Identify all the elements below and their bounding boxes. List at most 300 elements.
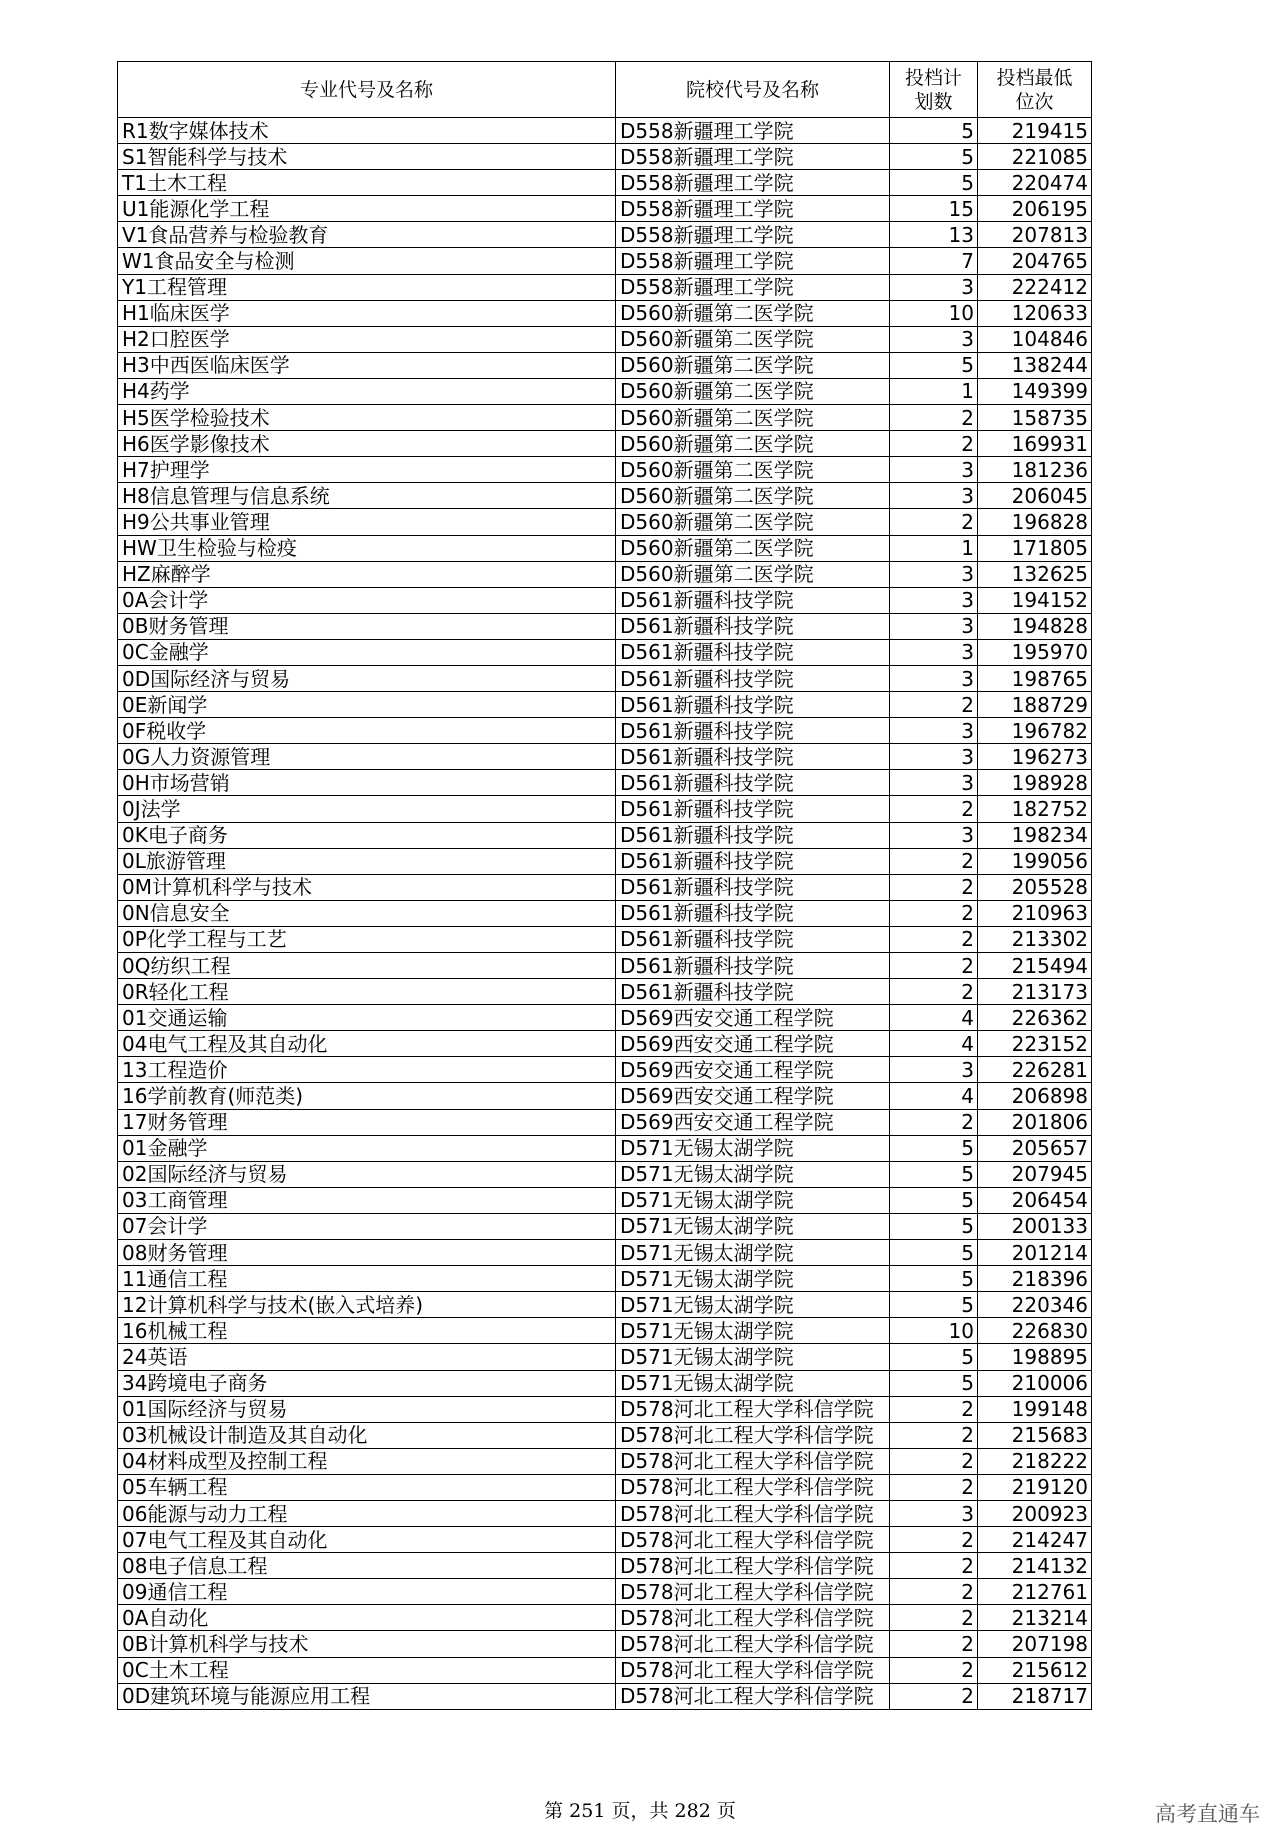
cell-school: D571无锡太湖学院 xyxy=(616,1187,890,1213)
table-row xyxy=(118,1500,1092,1526)
cell-rank: 199056 xyxy=(978,848,1092,874)
cell-school: D571无锡太湖学院 xyxy=(616,1370,890,1396)
cell-plan: 3 xyxy=(890,483,978,509)
table-row xyxy=(118,639,1092,665)
cell-rank: 213302 xyxy=(978,926,1092,952)
cell-rank: 104846 xyxy=(978,326,1092,352)
cell-plan: 3 xyxy=(890,665,978,691)
cell-rank: 213214 xyxy=(978,1605,1092,1631)
cell-school: D560新疆第二医学院 xyxy=(616,535,890,561)
cell-plan: 5 xyxy=(890,1213,978,1239)
cell-plan: 3 xyxy=(890,770,978,796)
cell-major: 02国际经济与贸易 xyxy=(118,1161,616,1187)
cell-major: 03机械设计制造及其自动化 xyxy=(118,1422,616,1448)
table-row xyxy=(118,170,1092,196)
cell-school: D569西安交通工程学院 xyxy=(616,1083,890,1109)
table-row xyxy=(118,1396,1092,1422)
table-row xyxy=(118,457,1092,483)
cell-major: 08电子信息工程 xyxy=(118,1553,616,1579)
cell-major: H6医学影像技术 xyxy=(118,431,616,457)
cell-major: 0G人力资源管理 xyxy=(118,744,616,770)
cell-school: D561新疆科技学院 xyxy=(616,613,890,639)
table-row xyxy=(118,196,1092,222)
cell-plan: 13 xyxy=(890,222,978,248)
cell-plan: 5 xyxy=(890,1135,978,1161)
cell-rank: 205657 xyxy=(978,1135,1092,1161)
cell-plan: 3 xyxy=(890,561,978,587)
cell-school: D578河北工程大学科信学院 xyxy=(616,1657,890,1683)
cell-plan: 2 xyxy=(890,1527,978,1553)
table-row xyxy=(118,926,1092,952)
table-row xyxy=(118,1605,1092,1631)
cell-school: D571无锡太湖学院 xyxy=(616,1135,890,1161)
table-row xyxy=(118,613,1092,639)
cell-rank: 204765 xyxy=(978,248,1092,274)
cell-rank: 196782 xyxy=(978,718,1092,744)
table-body xyxy=(118,118,1092,1710)
table-row xyxy=(118,979,1092,1005)
cell-major: 03工商管理 xyxy=(118,1187,616,1213)
cell-rank: 213173 xyxy=(978,979,1092,1005)
table-row xyxy=(118,1240,1092,1266)
cell-rank: 218396 xyxy=(978,1266,1092,1292)
cell-school: D561新疆科技学院 xyxy=(616,979,890,1005)
cell-school: D578河北工程大学科信学院 xyxy=(616,1422,890,1448)
cell-school: D561新疆科技学院 xyxy=(616,718,890,744)
cell-school: D578河北工程大学科信学院 xyxy=(616,1474,890,1500)
cell-rank: 201214 xyxy=(978,1240,1092,1266)
cell-major: H7护理学 xyxy=(118,457,616,483)
table-row xyxy=(118,665,1092,691)
cell-plan: 2 xyxy=(890,1448,978,1474)
cell-plan: 2 xyxy=(890,953,978,979)
cell-plan: 4 xyxy=(890,1005,978,1031)
cell-major: 0B计算机科学与技术 xyxy=(118,1631,616,1657)
cell-plan: 2 xyxy=(890,926,978,952)
cell-plan: 2 xyxy=(890,1683,978,1709)
cell-major: V1食品营养与检验教育 xyxy=(118,222,616,248)
table-row xyxy=(118,1579,1092,1605)
cell-school: D578河北工程大学科信学院 xyxy=(616,1631,890,1657)
cell-school: D578河北工程大学科信学院 xyxy=(616,1527,890,1553)
cell-rank: 206898 xyxy=(978,1083,1092,1109)
table-row xyxy=(118,1318,1092,1344)
cell-rank: 212761 xyxy=(978,1579,1092,1605)
cell-rank: 218717 xyxy=(978,1683,1092,1709)
cell-rank: 218222 xyxy=(978,1448,1092,1474)
cell-rank: 220346 xyxy=(978,1292,1092,1318)
cell-major: 01金融学 xyxy=(118,1135,616,1161)
cell-major: HW卫生检验与检疫 xyxy=(118,535,616,561)
table-row xyxy=(118,509,1092,535)
cell-school: D561新疆科技学院 xyxy=(616,796,890,822)
cell-rank: 138244 xyxy=(978,352,1092,378)
cell-plan: 3 xyxy=(890,326,978,352)
cell-plan: 4 xyxy=(890,1083,978,1109)
cell-school: D558新疆理工学院 xyxy=(616,248,890,274)
cell-school: D561新疆科技学院 xyxy=(616,900,890,926)
cell-rank: 210963 xyxy=(978,900,1092,926)
cell-rank: 207198 xyxy=(978,1631,1092,1657)
cell-major: 0A会计学 xyxy=(118,587,616,613)
cell-major: 12计算机科学与技术(嵌入式培养) xyxy=(118,1292,616,1318)
cell-rank: 200923 xyxy=(978,1500,1092,1526)
cell-plan: 1 xyxy=(890,535,978,561)
table-row xyxy=(118,1109,1092,1135)
table-row xyxy=(118,1344,1092,1370)
cell-rank: 226362 xyxy=(978,1005,1092,1031)
cell-major: 17财务管理 xyxy=(118,1109,616,1135)
header-rank: 投档最低位次 xyxy=(978,62,1092,118)
cell-school: D560新疆第二医学院 xyxy=(616,457,890,483)
cell-rank: 158735 xyxy=(978,405,1092,431)
cell-plan: 2 xyxy=(890,874,978,900)
cell-major: H1临床医学 xyxy=(118,300,616,326)
cell-rank: 215683 xyxy=(978,1422,1092,1448)
cell-school: D561新疆科技学院 xyxy=(616,587,890,613)
table-row xyxy=(118,718,1092,744)
page-number: 第 251 页，共 282 页 xyxy=(544,1800,736,1822)
cell-rank: 171805 xyxy=(978,535,1092,561)
cell-major: 04材料成型及控制工程 xyxy=(118,1448,616,1474)
cell-school: D578河北工程大学科信学院 xyxy=(616,1553,890,1579)
table-row xyxy=(118,274,1092,300)
cell-plan: 2 xyxy=(890,431,978,457)
cell-rank: 207945 xyxy=(978,1161,1092,1187)
cell-major: 0A自动化 xyxy=(118,1605,616,1631)
cell-plan: 2 xyxy=(890,692,978,718)
cell-rank: 198234 xyxy=(978,822,1092,848)
cell-plan: 2 xyxy=(890,509,978,535)
table-row xyxy=(118,874,1092,900)
cell-plan: 5 xyxy=(890,352,978,378)
cell-rank: 206195 xyxy=(978,196,1092,222)
cell-school: D561新疆科技学院 xyxy=(616,848,890,874)
cell-major: Y1工程管理 xyxy=(118,274,616,300)
cell-plan: 2 xyxy=(890,796,978,822)
cell-major: 0J法学 xyxy=(118,796,616,822)
cell-major: 0R轻化工程 xyxy=(118,979,616,1005)
cell-plan: 2 xyxy=(890,1422,978,1448)
cell-major: W1食品安全与检测 xyxy=(118,248,616,274)
cell-rank: 223152 xyxy=(978,1031,1092,1057)
table-row xyxy=(118,692,1092,718)
cell-school: D560新疆第二医学院 xyxy=(616,483,890,509)
admission-table xyxy=(117,61,1092,1710)
cell-school: D569西安交通工程学院 xyxy=(616,1057,890,1083)
cell-school: D578河北工程大学科信学院 xyxy=(616,1579,890,1605)
cell-rank: 198928 xyxy=(978,770,1092,796)
cell-rank: 200133 xyxy=(978,1213,1092,1239)
cell-school: D558新疆理工学院 xyxy=(616,144,890,170)
table-row xyxy=(118,378,1092,404)
table-row xyxy=(118,1213,1092,1239)
cell-plan: 5 xyxy=(890,170,978,196)
cell-major: H2口腔医学 xyxy=(118,326,616,352)
cell-plan: 4 xyxy=(890,1031,978,1057)
cell-plan: 15 xyxy=(890,196,978,222)
cell-major: HZ麻醉学 xyxy=(118,561,616,587)
cell-school: D561新疆科技学院 xyxy=(616,822,890,848)
cell-plan: 5 xyxy=(890,1240,978,1266)
cell-school: D561新疆科技学院 xyxy=(616,692,890,718)
table-row xyxy=(118,900,1092,926)
table-row xyxy=(118,144,1092,170)
table-row xyxy=(118,405,1092,431)
cell-rank: 169931 xyxy=(978,431,1092,457)
cell-plan: 5 xyxy=(890,1187,978,1213)
cell-rank: 120633 xyxy=(978,300,1092,326)
cell-rank: 194152 xyxy=(978,587,1092,613)
cell-school: D571无锡太湖学院 xyxy=(616,1266,890,1292)
cell-rank: 215612 xyxy=(978,1657,1092,1683)
cell-rank: 226281 xyxy=(978,1057,1092,1083)
cell-school: D578河北工程大学科信学院 xyxy=(616,1448,890,1474)
table-row xyxy=(118,848,1092,874)
table-row xyxy=(118,1370,1092,1396)
cell-major: 16机械工程 xyxy=(118,1318,616,1344)
cell-rank: 221085 xyxy=(978,144,1092,170)
cell-plan: 2 xyxy=(890,1474,978,1500)
cell-major: 0K电子商务 xyxy=(118,822,616,848)
cell-major: 06能源与动力工程 xyxy=(118,1500,616,1526)
cell-rank: 132625 xyxy=(978,561,1092,587)
cell-major: 0D国际经济与贸易 xyxy=(118,665,616,691)
cell-plan: 2 xyxy=(890,1553,978,1579)
cell-rank: 181236 xyxy=(978,457,1092,483)
cell-major: 01国际经济与贸易 xyxy=(118,1396,616,1422)
cell-plan: 3 xyxy=(890,744,978,770)
cell-major: 13工程造价 xyxy=(118,1057,616,1083)
cell-rank: 207813 xyxy=(978,222,1092,248)
cell-plan: 3 xyxy=(890,718,978,744)
cell-plan: 2 xyxy=(890,1579,978,1605)
cell-plan: 3 xyxy=(890,587,978,613)
cell-plan: 2 xyxy=(890,1396,978,1422)
table-row xyxy=(118,222,1092,248)
cell-rank: 198765 xyxy=(978,665,1092,691)
table-row xyxy=(118,326,1092,352)
cell-major: 0Q纺织工程 xyxy=(118,953,616,979)
cell-plan: 3 xyxy=(890,274,978,300)
cell-school: D561新疆科技学院 xyxy=(616,744,890,770)
cell-rank: 149399 xyxy=(978,378,1092,404)
cell-school: D558新疆理工学院 xyxy=(616,118,890,144)
cell-major: 0M计算机科学与技术 xyxy=(118,874,616,900)
cell-plan: 2 xyxy=(890,979,978,1005)
cell-plan: 5 xyxy=(890,1161,978,1187)
cell-school: D571无锡太湖学院 xyxy=(616,1292,890,1318)
cell-school: D578河北工程大学科信学院 xyxy=(616,1683,890,1709)
cell-school: D569西安交通工程学院 xyxy=(616,1109,890,1135)
cell-rank: 210006 xyxy=(978,1370,1092,1396)
cell-plan: 3 xyxy=(890,639,978,665)
table-row xyxy=(118,352,1092,378)
table-row xyxy=(118,1422,1092,1448)
cell-rank: 226830 xyxy=(978,1318,1092,1344)
cell-major: H4药学 xyxy=(118,378,616,404)
cell-rank: 201806 xyxy=(978,1109,1092,1135)
cell-rank: 196828 xyxy=(978,509,1092,535)
cell-major: 08财务管理 xyxy=(118,1240,616,1266)
cell-school: D561新疆科技学院 xyxy=(616,926,890,952)
cell-major: T1土木工程 xyxy=(118,170,616,196)
cell-major: H3中西医临床医学 xyxy=(118,352,616,378)
cell-plan: 5 xyxy=(890,118,978,144)
cell-school: D558新疆理工学院 xyxy=(616,196,890,222)
cell-major: H9公共事业管理 xyxy=(118,509,616,535)
cell-rank: 219120 xyxy=(978,1474,1092,1500)
table-row xyxy=(118,1683,1092,1709)
cell-school: D560新疆第二医学院 xyxy=(616,352,890,378)
table-row xyxy=(118,1474,1092,1500)
cell-plan: 1 xyxy=(890,378,978,404)
table-row xyxy=(118,1448,1092,1474)
header-school: 院校代号及名称 xyxy=(616,62,890,118)
cell-school: D578河北工程大学科信学院 xyxy=(616,1396,890,1422)
header-major: 专业代号及名称 xyxy=(118,62,616,118)
cell-plan: 7 xyxy=(890,248,978,274)
cell-major: 0D建筑环境与能源应用工程 xyxy=(118,1683,616,1709)
cell-plan: 5 xyxy=(890,1344,978,1370)
cell-major: 0C金融学 xyxy=(118,639,616,665)
cell-school: D561新疆科技学院 xyxy=(616,770,890,796)
cell-rank: 215494 xyxy=(978,953,1092,979)
table-row xyxy=(118,1187,1092,1213)
cell-major: 16学前教育(师范类) xyxy=(118,1083,616,1109)
cell-rank: 195970 xyxy=(978,639,1092,665)
cell-rank: 206045 xyxy=(978,483,1092,509)
cell-major: H5医学检验技术 xyxy=(118,405,616,431)
cell-plan: 3 xyxy=(890,613,978,639)
cell-plan: 3 xyxy=(890,822,978,848)
cell-school: D571无锡太湖学院 xyxy=(616,1318,890,1344)
cell-major: U1能源化学工程 xyxy=(118,196,616,222)
cell-school: D558新疆理工学院 xyxy=(616,274,890,300)
cell-major: 05车辆工程 xyxy=(118,1474,616,1500)
header-plan: 投档计划数 xyxy=(890,62,978,118)
table-row xyxy=(118,431,1092,457)
cell-school: D569西安交通工程学院 xyxy=(616,1031,890,1057)
cell-major: 0N信息安全 xyxy=(118,900,616,926)
cell-plan: 3 xyxy=(890,1057,978,1083)
table-row xyxy=(118,796,1092,822)
table-row xyxy=(118,561,1092,587)
cell-plan: 2 xyxy=(890,848,978,874)
table-row xyxy=(118,770,1092,796)
cell-plan: 3 xyxy=(890,1500,978,1526)
table-row xyxy=(118,587,1092,613)
cell-rank: 220474 xyxy=(978,170,1092,196)
cell-rank: 199148 xyxy=(978,1396,1092,1422)
cell-major: 0L旅游管理 xyxy=(118,848,616,874)
cell-rank: 205528 xyxy=(978,874,1092,900)
table-row xyxy=(118,483,1092,509)
cell-plan: 5 xyxy=(890,1292,978,1318)
cell-major: 01交通运输 xyxy=(118,1005,616,1031)
table-row xyxy=(118,822,1092,848)
cell-school: D561新疆科技学院 xyxy=(616,639,890,665)
cell-school: D561新疆科技学院 xyxy=(616,874,890,900)
cell-school: D569西安交通工程学院 xyxy=(616,1005,890,1031)
cell-rank: 214132 xyxy=(978,1553,1092,1579)
cell-rank: 196273 xyxy=(978,744,1092,770)
cell-major: 0C土木工程 xyxy=(118,1657,616,1683)
cell-plan: 2 xyxy=(890,1657,978,1683)
cell-school: D571无锡太湖学院 xyxy=(616,1240,890,1266)
table-row xyxy=(118,744,1092,770)
cell-school: D560新疆第二医学院 xyxy=(616,405,890,431)
cell-school: D578河北工程大学科信学院 xyxy=(616,1605,890,1631)
cell-school: D578河北工程大学科信学院 xyxy=(616,1500,890,1526)
cell-school: D558新疆理工学院 xyxy=(616,222,890,248)
table-row xyxy=(118,1057,1092,1083)
cell-school: D571无锡太湖学院 xyxy=(616,1344,890,1370)
cell-school: D561新疆科技学院 xyxy=(616,665,890,691)
table-row xyxy=(118,1005,1092,1031)
cell-major: 0E新闻学 xyxy=(118,692,616,718)
cell-major: 07电气工程及其自动化 xyxy=(118,1527,616,1553)
table-row xyxy=(118,1292,1092,1318)
cell-school: D560新疆第二医学院 xyxy=(616,509,890,535)
table-row xyxy=(118,1135,1092,1161)
cell-school: D560新疆第二医学院 xyxy=(616,378,890,404)
cell-major: 34跨境电子商务 xyxy=(118,1370,616,1396)
cell-plan: 5 xyxy=(890,1266,978,1292)
table-row xyxy=(118,1657,1092,1683)
cell-rank: 214247 xyxy=(978,1527,1092,1553)
cell-major: 24英语 xyxy=(118,1344,616,1370)
table-row xyxy=(118,1083,1092,1109)
cell-school: D560新疆第二医学院 xyxy=(616,326,890,352)
cell-school: D571无锡太湖学院 xyxy=(616,1213,890,1239)
table-row xyxy=(118,1527,1092,1553)
cell-major: S1智能科学与技术 xyxy=(118,144,616,170)
cell-rank: 219415 xyxy=(978,118,1092,144)
cell-plan: 2 xyxy=(890,900,978,926)
table-row xyxy=(118,248,1092,274)
table-row xyxy=(118,1031,1092,1057)
table-row xyxy=(118,535,1092,561)
cell-major: 04电气工程及其自动化 xyxy=(118,1031,616,1057)
cell-school: D558新疆理工学院 xyxy=(616,170,890,196)
header-row xyxy=(118,62,1092,118)
cell-plan: 2 xyxy=(890,1631,978,1657)
table-row xyxy=(118,300,1092,326)
watermark-text: 高考直通车 xyxy=(1155,1802,1260,1826)
cell-plan: 5 xyxy=(890,144,978,170)
cell-major: 09通信工程 xyxy=(118,1579,616,1605)
cell-rank: 182752 xyxy=(978,796,1092,822)
cell-rank: 206454 xyxy=(978,1187,1092,1213)
table-row xyxy=(118,1266,1092,1292)
cell-plan: 10 xyxy=(890,1318,978,1344)
cell-major: 0P化学工程与工艺 xyxy=(118,926,616,952)
cell-plan: 3 xyxy=(890,457,978,483)
cell-major: 0H市场营销 xyxy=(118,770,616,796)
cell-major: 07会计学 xyxy=(118,1213,616,1239)
cell-plan: 2 xyxy=(890,1605,978,1631)
cell-rank: 222412 xyxy=(978,274,1092,300)
cell-school: D560新疆第二医学院 xyxy=(616,431,890,457)
cell-rank: 198895 xyxy=(978,1344,1092,1370)
cell-school: D571无锡太湖学院 xyxy=(616,1161,890,1187)
cell-major: R1数字媒体技术 xyxy=(118,118,616,144)
cell-plan: 10 xyxy=(890,300,978,326)
table-row xyxy=(118,1631,1092,1657)
table-row xyxy=(118,1553,1092,1579)
cell-school: D560新疆第二医学院 xyxy=(616,300,890,326)
